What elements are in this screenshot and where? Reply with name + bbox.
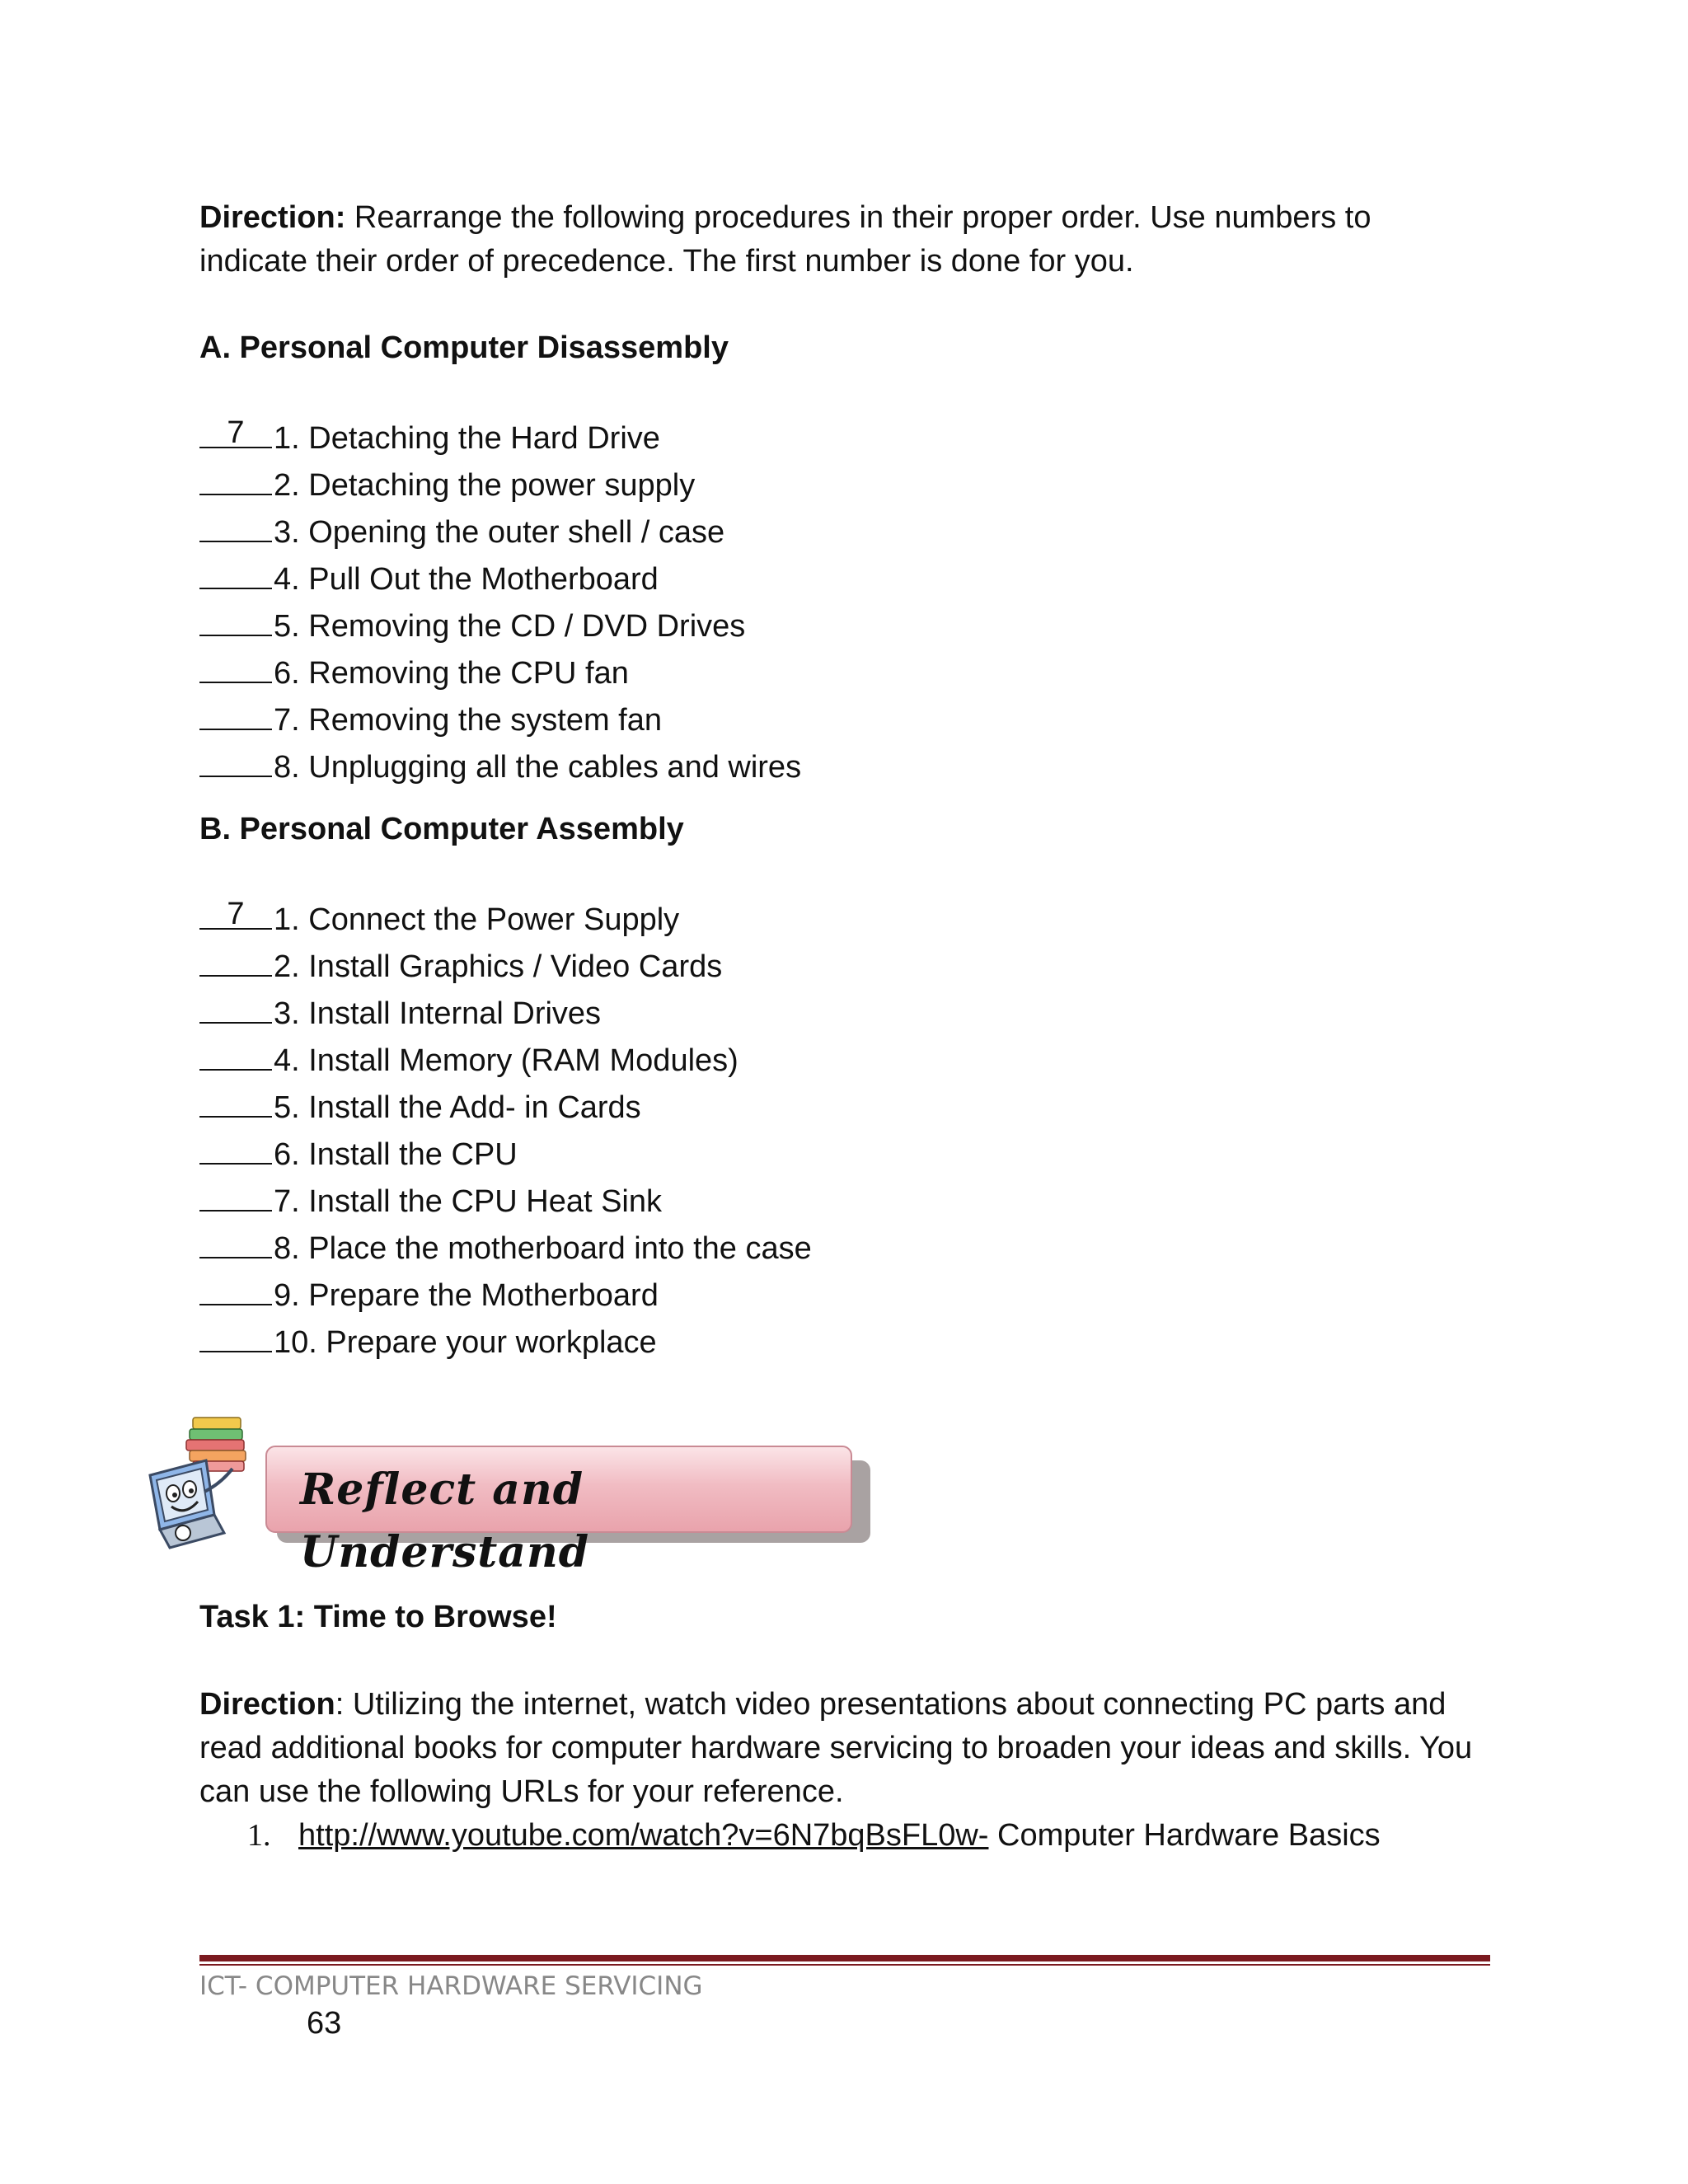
answer-blank[interactable] xyxy=(199,1224,272,1258)
answer-blank[interactable] xyxy=(199,942,272,977)
procedure-text: 2. Install Graphics / Video Cards xyxy=(274,949,723,984)
procedure-text: 9. Prepare the Motherboard xyxy=(274,1278,659,1313)
procedure-text: 4. Pull Out the Motherboard xyxy=(274,562,659,597)
answer-blank[interactable] xyxy=(199,649,272,683)
reflect-banner xyxy=(142,1409,884,1577)
section-a-heading: A. Personal Computer Disassembly xyxy=(199,330,729,365)
page-number: 63 xyxy=(307,2006,342,2041)
task1-direction xyxy=(199,1683,1493,1814)
answer-blank[interactable] xyxy=(199,555,272,589)
procedure-item xyxy=(199,696,801,743)
url-number: 1. xyxy=(247,1818,271,1853)
url-list-item xyxy=(247,1814,1381,1858)
procedure-text: 3. Opening the outer shell / case xyxy=(274,515,725,550)
direction-label: Direction: xyxy=(199,200,346,235)
laptop-icon xyxy=(150,1460,232,1548)
procedure-text: 8. Place the motherboard into the case xyxy=(274,1231,812,1266)
banner-title: Reflect and Understand xyxy=(300,1465,590,1577)
procedure-text: 3. Install Internal Drives xyxy=(274,996,602,1031)
procedure-item xyxy=(199,895,812,942)
answer-blank[interactable] xyxy=(199,1177,272,1212)
answer-blank[interactable] xyxy=(199,602,272,636)
url-list xyxy=(247,1814,1381,1858)
answer-blank[interactable] xyxy=(199,989,272,1024)
answer-blank[interactable] xyxy=(199,414,272,448)
answer-blank[interactable] xyxy=(199,1036,272,1071)
procedure-item xyxy=(199,1036,812,1083)
procedure-text: 5. Install the Add- in Cards xyxy=(274,1090,641,1125)
procedure-text: 10. Prepare your workplace xyxy=(274,1325,657,1360)
task1-title: Task 1: Time to Browse! xyxy=(199,1600,557,1634)
answer-blank[interactable] xyxy=(199,743,272,777)
procedure-item xyxy=(199,1224,812,1271)
banner-box xyxy=(265,1446,852,1577)
section-b-heading: B. Personal Computer Assembly xyxy=(199,812,684,846)
url-description: Computer Hardware Basics xyxy=(988,1818,1381,1853)
procedure-item xyxy=(199,743,801,790)
answer-blank[interactable] xyxy=(199,461,272,495)
answer-value: 7 xyxy=(227,415,245,450)
procedure-item xyxy=(199,461,801,508)
procedure-text: 5. Removing the CD / DVD Drives xyxy=(274,609,746,644)
direction-paragraph xyxy=(199,196,1485,284)
answer-blank[interactable] xyxy=(199,1083,272,1118)
answer-blank[interactable] xyxy=(199,1318,272,1352)
assembly-list xyxy=(199,895,812,1365)
footer-label: ICT- COMPUTER HARDWARE SERVICING xyxy=(199,1971,703,2001)
procedure-text: 1. Detaching the Hard Drive xyxy=(274,421,660,456)
procedure-item xyxy=(199,1318,812,1365)
youtube-link[interactable]: http://www.youtube.com/watch?v=6N7bqBsFL0w- xyxy=(298,1818,989,1853)
procedure-text: 2. Detaching the power supply xyxy=(274,468,696,503)
direction-text: Rearrange the following procedures in their proper order. Use numbers to indicate their order of precedence. The first number is done for you. xyxy=(199,200,1372,279)
answer-blank[interactable] xyxy=(199,1130,272,1165)
procedure-text: 8. Unplugging all the cables and wires xyxy=(274,750,802,785)
procedure-text: 7. Install the CPU Heat Sink xyxy=(274,1184,662,1219)
procedure-item xyxy=(199,1271,812,1318)
task1-direction-text: : Utilizing the internet, watch video presentations about connecting PC parts and read additional books for computer hardware servicing to broaden your ideas and skills. You can use the following URLs for your reference. xyxy=(199,1687,1473,1809)
procedure-item xyxy=(199,555,801,602)
procedure-item xyxy=(199,1130,812,1177)
answer-value: 7 xyxy=(227,897,245,931)
answer-blank[interactable] xyxy=(199,1271,272,1305)
task1-direction-label: Direction xyxy=(199,1687,335,1722)
procedure-text: 6. Install the CPU xyxy=(274,1137,518,1172)
answer-blank[interactable] xyxy=(199,895,272,930)
procedure-text: 7. Removing the system fan xyxy=(274,703,662,738)
procedure-text: 1. Connect the Power Supply xyxy=(274,902,680,937)
procedure-item xyxy=(199,1177,812,1224)
procedure-item xyxy=(199,414,801,461)
procedure-item xyxy=(199,1083,812,1130)
procedure-item xyxy=(199,942,812,989)
procedure-item xyxy=(199,602,801,649)
laptop-mascot-icon xyxy=(142,1409,282,1549)
procedure-item xyxy=(199,649,801,696)
answer-blank[interactable] xyxy=(199,508,272,542)
disassembly-list xyxy=(199,414,801,790)
footer-rule xyxy=(199,1955,1490,1961)
answer-blank[interactable] xyxy=(199,696,272,730)
procedure-text: 6. Removing the CPU fan xyxy=(274,656,629,691)
procedure-item xyxy=(199,508,801,555)
footer-rule-thin xyxy=(199,1964,1490,1966)
procedure-text: 4. Install Memory (RAM Modules) xyxy=(274,1043,738,1078)
procedure-item xyxy=(199,989,812,1036)
